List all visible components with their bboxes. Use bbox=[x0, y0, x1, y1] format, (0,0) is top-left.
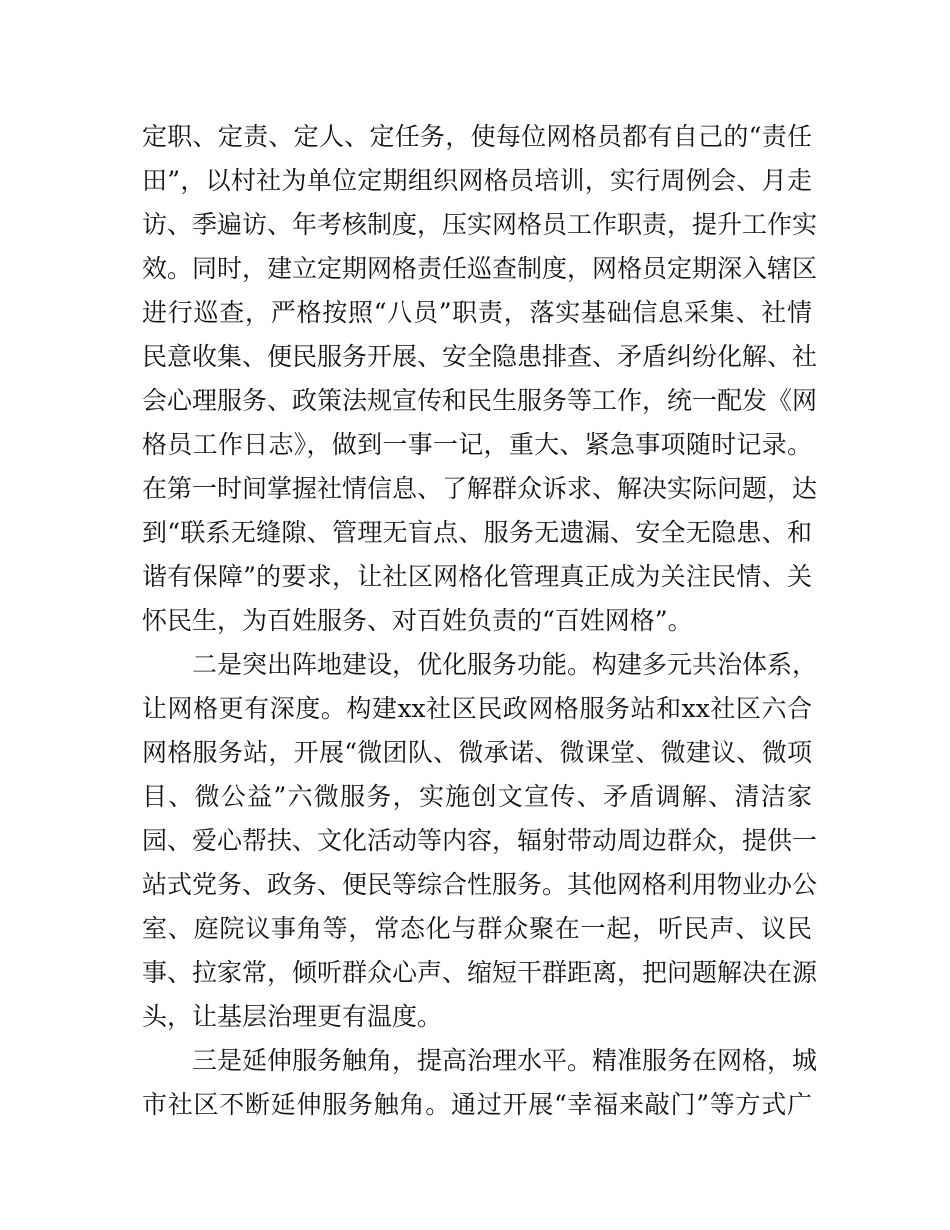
text-line: 网格服务站，开展“微团队、微承诺、微课堂、微建议、微项 bbox=[142, 738, 812, 767]
text-line: 让网格更有深度。构建xx社区民政网格服务站和xx社区六合 bbox=[142, 694, 812, 723]
text-line: 头，让基层治理更有温度。 bbox=[142, 1002, 443, 1031]
text-line: 效。同时，建立定期网格责任巡查制度，网格员定期深入辖区 bbox=[142, 254, 818, 283]
body-text bbox=[142, 115, 818, 1127]
text-line: 进行巡查，严格按照“八员”职责，落实基础信息采集、社情 bbox=[142, 298, 812, 327]
text-line: 目、微公益”六微服务，实施创文宣传、矛盾调解、清洁家 bbox=[142, 782, 812, 811]
text-line: 怀民生，为百姓服务、对百姓负责的“百姓网格”。 bbox=[142, 606, 693, 635]
text-line: 谐有保障”的要求，让社区网格化管理真正成为关注民情、关 bbox=[142, 562, 812, 591]
paragraph-start-line: 二是突出阵地建设，优化服务功能。构建多元共治体系， bbox=[192, 650, 818, 679]
paragraph-start-line: 三是延伸服务触角，提高治理水平。精准服务在网格，城 bbox=[192, 1046, 818, 1075]
text-line: 民意收集、便民服务开展、安全隐患排查、矛盾纠纷化解、社 bbox=[142, 342, 818, 371]
text-line: 园、爱心帮扶、文化活动等内容，辐射带动周边群众，提供一 bbox=[142, 826, 818, 855]
text-line: 访、季遍访、年考核制度，压实网格员工作职责，提升工作实 bbox=[142, 210, 818, 239]
text-line: 事、拉家常，倾听群众心声、缩短干群距离，把问题解决在源 bbox=[142, 958, 818, 987]
text-line: 格员工作日志》，做到一事一记，重大、紧急事项随时记录。 bbox=[142, 430, 812, 459]
text-line: 到“联系无缝隙、管理无盲点、服务无遗漏、安全无隐患、和 bbox=[142, 518, 812, 547]
text-line: 田”，以村社为单位定期组织网格员培训，实行周例会、月走 bbox=[142, 166, 812, 195]
text-line: 在第一时间掌握社情信息、了解群众诉求、解决实际问题，达 bbox=[142, 474, 818, 503]
text-line: 定职、定责、定人、定任务，使每位网格员都有自己的“责任 bbox=[142, 122, 812, 151]
text-line: 会心理服务、政策法规宣传和民生服务等工作，统一配发《网 bbox=[142, 386, 818, 415]
text-line: 市社区不断延伸服务触角。通过开展“幸福来敲门”等方式广 bbox=[142, 1090, 812, 1119]
text-line: 站式党务、政务、便民等综合性服务。其他网格利用物业办公 bbox=[142, 870, 818, 899]
text-line: 室、庭院议事角等，常态化与群众聚在一起，听民声、议民 bbox=[142, 914, 812, 943]
